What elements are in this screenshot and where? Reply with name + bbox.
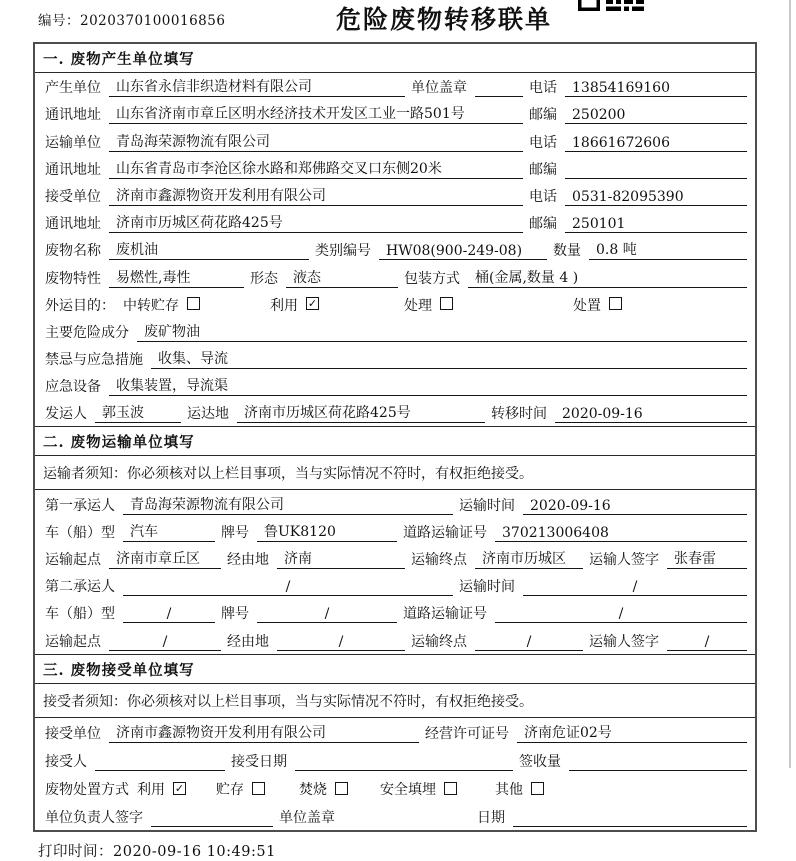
field-label: 牌号 [221, 524, 249, 541]
field-value: 2020-09-16 [530, 497, 611, 514]
note-text: 运输者须知：你必须核对以上栏目事项，当与实际情况不符时，有权拒绝接受。 [35, 456, 755, 490]
field-label: 外运目的： [45, 297, 115, 314]
field-value: 济南市章丘区 [116, 551, 200, 567]
field-underline [109, 212, 523, 233]
field-underline [109, 158, 523, 179]
field-underline [523, 498, 747, 515]
form-row [35, 155, 755, 182]
checkbox-group [404, 295, 453, 315]
form-row [35, 399, 755, 426]
form-row [35, 518, 755, 545]
section-rows [35, 490, 755, 653]
field-underline [523, 579, 747, 596]
field-underline [513, 810, 747, 827]
field-label: 类别编号 [315, 243, 371, 260]
field-label: 废物名称 [45, 243, 101, 260]
field-value [475, 80, 523, 96]
field-underline [667, 634, 747, 651]
field-label: 运输人签字 [589, 633, 659, 650]
field-underline [109, 185, 523, 206]
section-rows [35, 73, 755, 426]
checkbox-empty-icon [440, 297, 453, 310]
form-row [35, 73, 755, 100]
field-label: 第二承运人 [45, 579, 115, 596]
field-value: 济南 [284, 551, 312, 567]
field-label: 接受单位 [45, 188, 101, 205]
field-label: 通讯地址 [45, 216, 101, 233]
field-underline [475, 548, 583, 569]
form-row [35, 209, 755, 236]
field-value: 青岛海荣源物流有限公司 [130, 496, 284, 513]
checkbox-label: 处理 [404, 297, 432, 314]
field-value: 山东省青岛市李沧区徐水路和郑佛路交叉口东侧20米 [116, 160, 442, 177]
form-row [35, 127, 755, 154]
field-underline [475, 634, 583, 651]
field-underline [555, 406, 747, 423]
field-value: 济南市鑫源物资开发利用有限公司 [116, 187, 326, 204]
field-value: 18661672606 [572, 134, 670, 151]
page-title: 危险废物转移联单 [335, 5, 552, 34]
form-row [35, 599, 755, 626]
form-row [35, 100, 755, 127]
field-value: 山东省济南市章丘区明水经济技术开发区工业一路501号 [116, 106, 465, 123]
checkbox-empty-icon [531, 782, 544, 795]
field-underline [475, 80, 523, 97]
field-underline [565, 80, 747, 97]
document-header [0, 0, 796, 42]
field-value: 桶(金属,数量 4 ) [475, 269, 579, 286]
field-label: 运输终点 [411, 633, 467, 650]
field-value: / [162, 633, 168, 650]
field-underline [123, 606, 215, 623]
form-row [35, 746, 755, 774]
checkbox-label: 其他 [495, 782, 523, 799]
checkbox-group [270, 295, 319, 315]
form-row [35, 345, 755, 372]
form-row [35, 718, 755, 746]
field-label: 产生单位 [45, 80, 101, 97]
field-underline [277, 548, 405, 569]
field-label: 道路运输证号 [403, 524, 487, 541]
field-underline [109, 375, 747, 396]
checkbox-label: 安全填埋 [380, 782, 436, 799]
checkbox-empty-icon [609, 297, 622, 310]
field-label: 第一承运人 [45, 497, 115, 514]
field-value: / [704, 633, 710, 650]
field-label: 单位负责人签字 [45, 810, 143, 827]
field-value: 废机油 [116, 242, 158, 259]
field-label: 形态 [250, 270, 278, 287]
form-row [35, 490, 755, 517]
field-underline [151, 810, 273, 827]
checkbox-group [495, 779, 544, 799]
field-value: / [338, 633, 344, 650]
qr-code-partial-icon [578, 0, 644, 11]
field-label: 牌号 [221, 606, 249, 623]
field-label: 运输单位 [45, 134, 101, 151]
form-row [35, 263, 755, 290]
field-underline [237, 402, 485, 423]
field-label: 电话 [529, 80, 557, 97]
doc-number-label: 编号： [38, 13, 80, 29]
field-label: 应急设备 [45, 379, 101, 396]
form-row [35, 774, 755, 802]
field-underline [295, 754, 513, 771]
field-label: 数量 [553, 243, 581, 260]
field-underline [277, 634, 405, 651]
field-underline [257, 606, 397, 623]
field-underline [565, 135, 747, 152]
field-underline [109, 131, 523, 152]
section-transporter [35, 426, 755, 653]
field-underline [565, 189, 747, 206]
field-label: 邮编 [529, 107, 557, 124]
field-underline [565, 216, 747, 233]
field-underline [569, 754, 747, 771]
field-label: 单位盖章 [411, 80, 467, 97]
field-value: 2020-09-16 [562, 406, 643, 423]
checkbox-checked-icon: ✓ [307, 297, 318, 311]
field-underline [589, 239, 747, 260]
field-value: 250101 [572, 216, 626, 233]
field-value: 废矿物油 [144, 323, 200, 340]
print-time [38, 840, 796, 861]
form-row [35, 372, 755, 399]
field-label: 签收量 [519, 753, 561, 770]
field-value: 济南市历城区 [482, 551, 566, 567]
print-time-label: 打印时间： [38, 844, 113, 861]
checkbox-label: 焚烧 [299, 782, 327, 799]
field-underline [495, 606, 747, 623]
field-underline [109, 548, 221, 569]
field-label: 运输时间 [459, 579, 515, 596]
section-header: 二. 废物运输单位填写 [35, 426, 755, 456]
field-value: 液态 [293, 269, 321, 286]
field-value: 收集、导流 [158, 351, 228, 368]
form-row [35, 572, 755, 599]
field-value [565, 162, 747, 178]
field-label: 主要危险成分 [45, 324, 129, 341]
field-value: 250200 [572, 107, 626, 124]
checkbox-label: 中转贮存 [123, 297, 179, 314]
checkbox-label: 利用 [270, 297, 298, 314]
field-label: 日期 [477, 810, 505, 827]
field-label: 转移时间 [491, 406, 547, 423]
field-label: 经营许可证号 [425, 725, 509, 742]
checkbox-label: 利用 [137, 782, 165, 799]
print-time-value: 2020-09-16 10:49:51 [113, 844, 276, 861]
field-label: 运输人签字 [589, 552, 659, 568]
field-underline [565, 162, 747, 179]
section-receiver [35, 654, 755, 831]
field-underline [95, 754, 225, 771]
field-label: 接受单位 [45, 725, 101, 742]
field-label: 经由地 [227, 633, 269, 650]
checkbox-empty-icon [187, 297, 200, 310]
section-rows [35, 718, 755, 831]
note-text: 接受者须知：你必须核对以上栏目事项，当与实际情况不符时，有权拒绝接受。 [35, 684, 755, 718]
field-label: 电话 [529, 188, 557, 205]
form-row [35, 626, 755, 653]
checkbox-empty-icon [335, 782, 348, 795]
field-label: 包装方式 [404, 270, 460, 287]
field-label: 运输终点 [411, 552, 467, 568]
field-label: 废物处置方式 [45, 782, 129, 799]
field-label: 邮编 [529, 216, 557, 233]
form-row [35, 802, 755, 830]
form-row [35, 318, 755, 345]
field-value: 汽车 [130, 523, 158, 540]
field-value: 济南市历城区荷花路425号 [244, 405, 411, 422]
field-label: 运达地 [187, 406, 229, 423]
doc-number-value: 2020370100016856 [80, 13, 226, 29]
form-row [35, 236, 755, 263]
field-value: 济南市鑫源物资开发利用有限公司 [116, 724, 326, 741]
field-value: / [632, 579, 638, 596]
checkbox-empty-icon [252, 782, 265, 795]
field-underline [109, 76, 405, 97]
field-label: 运输起点 [45, 552, 101, 568]
field-underline [109, 103, 523, 124]
checkbox-label: 贮存 [216, 782, 244, 799]
field-label: 接受人 [45, 753, 87, 770]
field-underline [109, 267, 244, 288]
field-value: 0531-82095390 [572, 188, 684, 205]
checkbox-checked-icon: ✓ [174, 781, 185, 795]
field-underline [109, 239, 309, 260]
field-value: / [526, 633, 532, 650]
field-underline [517, 722, 747, 743]
field-label: 发运人 [45, 406, 87, 423]
field-underline [95, 402, 181, 423]
checkbox-label: 处置 [573, 297, 601, 314]
field-underline [109, 722, 419, 743]
field-underline [495, 525, 747, 542]
field-value: HW08(900-249-08) [386, 243, 523, 260]
field-label: 车（船）型 [45, 606, 115, 623]
field-label: 接受日期 [231, 753, 287, 770]
section-header: 一. 废物产生单位填写 [35, 44, 755, 73]
checkbox-group [137, 779, 186, 799]
field-value [513, 810, 747, 826]
field-label: 运输起点 [45, 633, 101, 650]
field-underline [123, 521, 215, 542]
field-value: 易燃性,毒性 [116, 269, 191, 286]
field-value: / [324, 606, 330, 623]
manifest-table [33, 42, 757, 832]
field-label: 运输时间 [459, 497, 515, 514]
section-header: 三. 废物接受单位填写 [35, 654, 755, 684]
field-underline [468, 267, 747, 288]
field-label: 邮编 [529, 161, 557, 178]
field-value: 山东省永信非织造材料有限公司 [116, 79, 312, 96]
field-value: 370213006408 [502, 524, 609, 541]
field-underline [257, 521, 397, 542]
field-value: 0.8 吨 [596, 242, 637, 259]
checkbox-group [299, 779, 348, 799]
field-value: 鲁UK8120 [264, 523, 336, 540]
field-underline [565, 107, 747, 124]
form-row [35, 182, 755, 209]
field-label: 电话 [529, 134, 557, 151]
page-edge-line [789, 0, 791, 768]
field-label: 废物特性 [45, 270, 101, 287]
checkbox-group [573, 295, 622, 315]
field-underline [123, 494, 453, 515]
field-value: 济南市历城区荷花路425号 [116, 215, 283, 232]
field-value: 13854169160 [572, 80, 670, 97]
field-underline [151, 348, 747, 369]
checkbox-empty-icon [444, 782, 457, 795]
field-underline [123, 579, 453, 596]
field-value: 郭玉波 [102, 405, 144, 422]
field-underline [286, 267, 398, 288]
field-value: / [285, 579, 291, 596]
section-producer [35, 44, 755, 426]
field-underline [379, 243, 547, 260]
form-row [35, 291, 755, 318]
field-value [151, 810, 273, 826]
field-underline [137, 321, 747, 342]
field-value: 青岛海荣源物流有限公司 [116, 133, 270, 150]
field-value: 济南危证02号 [524, 724, 612, 741]
field-label: 禁忌与应急措施 [45, 352, 143, 369]
field-value: 张春雷 [674, 551, 716, 567]
field-label: 通讯地址 [45, 161, 101, 178]
checkbox-group [216, 779, 265, 799]
checkbox-group [380, 779, 457, 799]
field-label: 车（船）型 [45, 524, 115, 541]
field-value: / [618, 606, 624, 623]
field-label: 单位盖章 [279, 810, 335, 827]
field-label: 经由地 [227, 552, 269, 568]
field-label: 通讯地址 [45, 107, 101, 124]
checkbox-group [123, 295, 200, 315]
field-underline [109, 634, 221, 651]
field-label: 道路运输证号 [403, 606, 487, 623]
form-row [35, 545, 755, 572]
field-value: 收集装置，导流渠 [116, 378, 228, 395]
field-underline [667, 548, 747, 569]
field-value: / [166, 606, 172, 623]
